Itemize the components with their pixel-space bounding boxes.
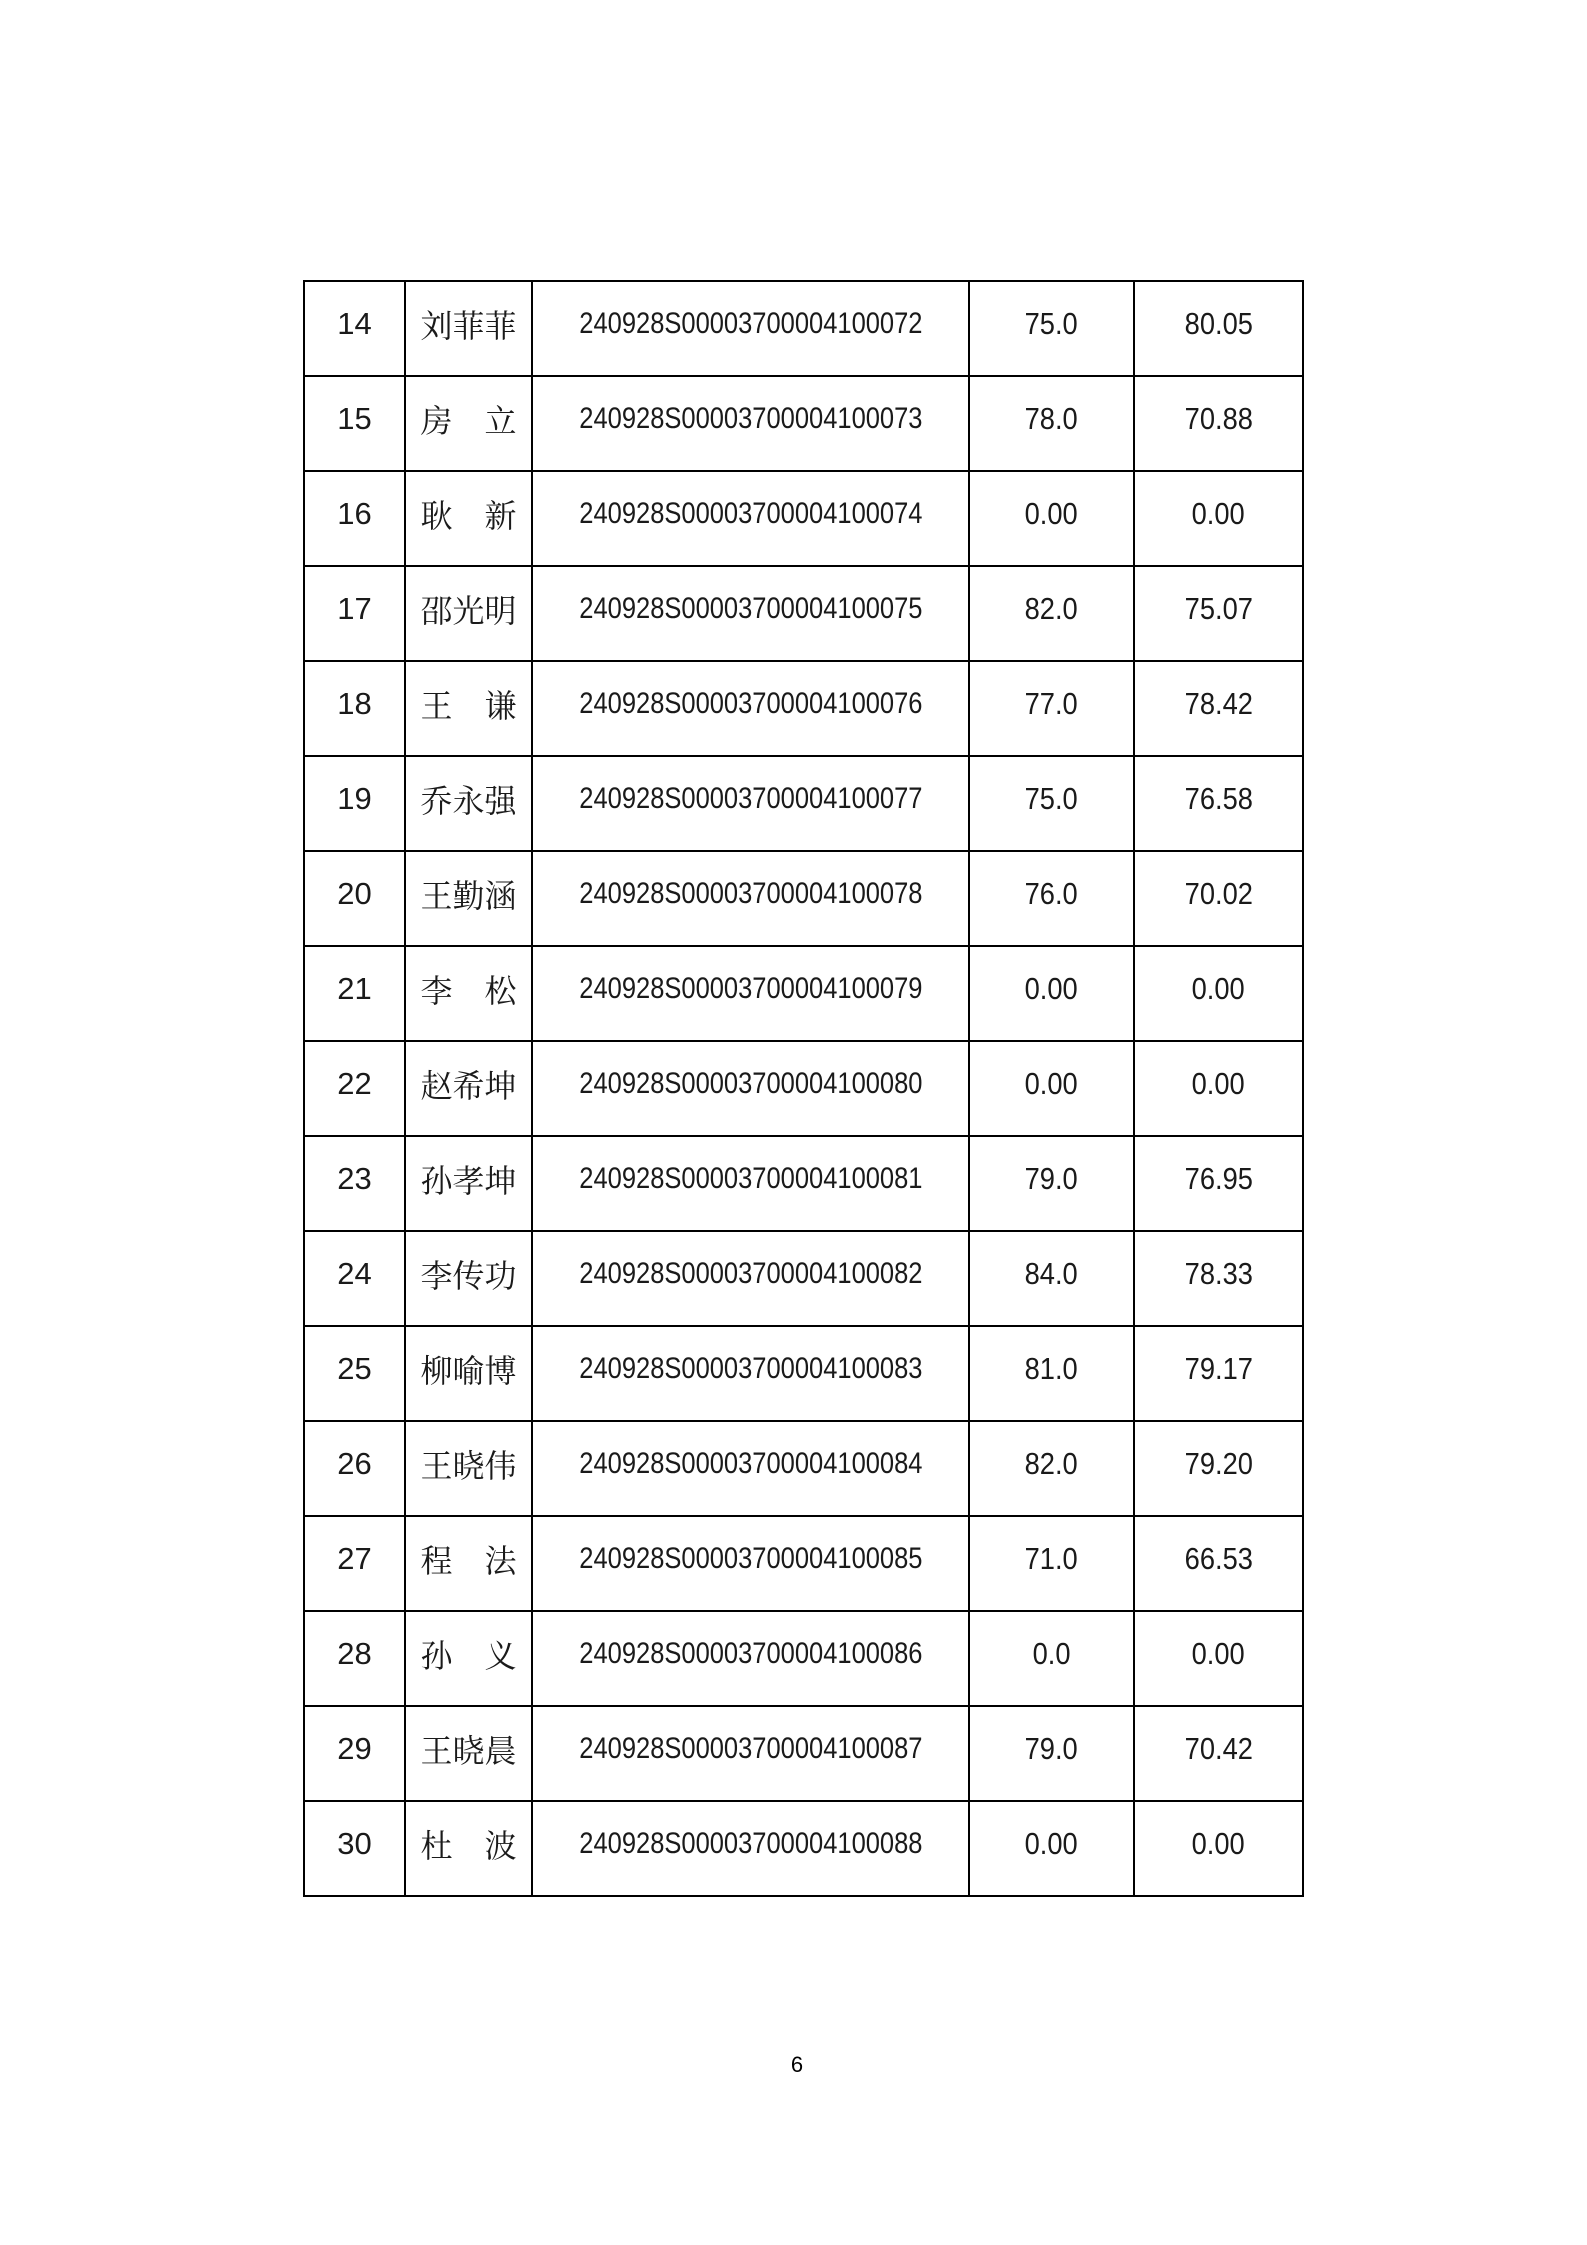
- exam-id-cell: [532, 1611, 969, 1706]
- score2-text: 78.42: [1184, 685, 1253, 721]
- name-cell: [405, 946, 532, 1041]
- candidate-name-text: 耿 新: [420, 497, 517, 534]
- row-index-cell: [304, 1516, 405, 1611]
- exam-id-text: 240928S00003700004100074: [578, 496, 923, 530]
- score2-cell: [1134, 471, 1303, 566]
- score1-cell: [969, 1611, 1134, 1706]
- row-index-cell: [304, 1421, 405, 1516]
- exam-id-text: 240928S00003700004100076: [578, 686, 923, 720]
- exam-id-text: 240928S00003700004100082: [578, 1256, 923, 1290]
- row-index-text: 14: [337, 305, 372, 341]
- row-index-text: 28: [337, 1635, 372, 1671]
- candidate-name-text: 王晓晨: [420, 1732, 517, 1769]
- row-index-cell: [304, 566, 405, 661]
- score1-cell: [969, 1801, 1134, 1896]
- name-cell: [405, 471, 532, 566]
- score2-text: 66.53: [1184, 1540, 1253, 1576]
- score-table-body: [304, 281, 1303, 1896]
- score1-cell: [969, 1041, 1134, 1136]
- row-index-cell: [304, 661, 405, 756]
- score2-text: 0.00: [1191, 970, 1246, 1006]
- exam-id-text: 240928S00003700004100085: [578, 1541, 923, 1575]
- score1-text: 79.0: [1024, 1160, 1079, 1196]
- score2-text: 75.07: [1184, 590, 1253, 626]
- table-row: [304, 566, 1303, 661]
- candidate-name-text: 刘菲菲: [420, 307, 517, 344]
- table-row: [304, 1611, 1303, 1706]
- row-index-text: 17: [337, 590, 372, 626]
- exam-id-cell: [532, 661, 969, 756]
- row-index-text: 27: [337, 1540, 372, 1576]
- candidate-name-text: 王 谦: [420, 687, 517, 724]
- exam-id-cell: [532, 376, 969, 471]
- exam-id-cell: [532, 1801, 969, 1896]
- row-index-cell: [304, 471, 405, 566]
- exam-id-text: 240928S00003700004100084: [578, 1446, 923, 1480]
- name-cell: [405, 1136, 532, 1231]
- table-row: [304, 1136, 1303, 1231]
- score1-text: 77.0: [1024, 685, 1079, 721]
- candidate-name-text: 李 松: [420, 972, 517, 1009]
- row-index-text: 16: [337, 495, 372, 531]
- exam-id-text: 240928S00003700004100073: [578, 401, 923, 435]
- score2-cell: [1134, 1041, 1303, 1136]
- score1-text: 0.00: [1024, 495, 1079, 531]
- score1-text: 71.0: [1024, 1540, 1079, 1576]
- candidate-name-text: 房 立: [420, 402, 517, 439]
- score1-text: 0.00: [1024, 1065, 1079, 1101]
- score1-text: 82.0: [1024, 1445, 1079, 1481]
- score1-cell: [969, 376, 1134, 471]
- score2-cell: [1134, 1801, 1303, 1896]
- name-cell: [405, 1611, 532, 1706]
- exam-id-cell: [532, 566, 969, 661]
- name-cell: [405, 1326, 532, 1421]
- score1-text: 0.0: [1032, 1635, 1071, 1671]
- exam-id-cell: [532, 1706, 969, 1801]
- name-cell: [405, 376, 532, 471]
- row-index-text: 22: [337, 1065, 372, 1101]
- candidate-name-text: 王晓伟: [420, 1447, 517, 1484]
- score2-cell: [1134, 281, 1303, 376]
- score2-cell: [1134, 756, 1303, 851]
- score1-cell: [969, 661, 1134, 756]
- name-cell: [405, 281, 532, 376]
- row-index-text: 29: [337, 1730, 372, 1766]
- score1-text: 0.00: [1024, 1825, 1079, 1861]
- score1-cell: [969, 946, 1134, 1041]
- score2-cell: [1134, 1706, 1303, 1801]
- name-cell: [405, 661, 532, 756]
- row-index-cell: [304, 376, 405, 471]
- score2-cell: [1134, 851, 1303, 946]
- score1-cell: [969, 1421, 1134, 1516]
- candidate-name-text: 乔永强: [420, 782, 517, 819]
- table-row: [304, 1421, 1303, 1516]
- name-cell: [405, 851, 532, 946]
- exam-id-text: 240928S00003700004100087: [578, 1731, 923, 1765]
- score2-cell: [1134, 661, 1303, 756]
- exam-id-text: 240928S00003700004100086: [578, 1636, 923, 1670]
- exam-id-cell: [532, 1421, 969, 1516]
- score2-text: 0.00: [1191, 1065, 1246, 1101]
- score1-text: 82.0: [1024, 590, 1079, 626]
- table-row: [304, 1516, 1303, 1611]
- name-cell: [405, 566, 532, 661]
- table-row: [304, 1231, 1303, 1326]
- name-cell: [405, 1041, 532, 1136]
- score2-cell: [1134, 946, 1303, 1041]
- score2-cell: [1134, 566, 1303, 661]
- row-index-cell: [304, 851, 405, 946]
- score1-text: 84.0: [1024, 1255, 1079, 1291]
- name-cell: [405, 1801, 532, 1896]
- table-row: [304, 1801, 1303, 1896]
- row-index-text: 23: [337, 1160, 372, 1196]
- exam-id-text: 240928S00003700004100078: [578, 876, 923, 910]
- score1-cell: [969, 471, 1134, 566]
- candidate-name-text: 王勤涵: [420, 877, 517, 914]
- exam-id-cell: [532, 946, 969, 1041]
- row-index-text: 24: [337, 1255, 372, 1291]
- score2-text: 70.88: [1184, 400, 1253, 436]
- candidate-name-text: 邵光明: [420, 592, 517, 629]
- row-index-cell: [304, 756, 405, 851]
- row-index-text: 15: [337, 400, 372, 436]
- score2-text: 0.00: [1191, 495, 1246, 531]
- score2-text: 70.02: [1184, 875, 1253, 911]
- row-index-cell: [304, 1326, 405, 1421]
- score1-cell: [969, 1231, 1134, 1326]
- score2-cell: [1134, 1421, 1303, 1516]
- score1-cell: [969, 1326, 1134, 1421]
- row-index-cell: [304, 1801, 405, 1896]
- score2-text: 80.05: [1184, 305, 1253, 341]
- score2-text: 0.00: [1191, 1635, 1246, 1671]
- row-index-cell: [304, 946, 405, 1041]
- score1-cell: [969, 1706, 1134, 1801]
- candidate-name-text: 孙孝坤: [420, 1162, 517, 1199]
- score2-cell: [1134, 1231, 1303, 1326]
- table-row: [304, 661, 1303, 756]
- exam-id-text: 240928S00003700004100083: [578, 1351, 923, 1385]
- exam-id-text: 240928S00003700004100077: [578, 781, 923, 815]
- exam-id-cell: [532, 1516, 969, 1611]
- score2-text: 79.20: [1184, 1445, 1253, 1481]
- row-index-text: 20: [337, 875, 372, 911]
- score1-cell: [969, 1516, 1134, 1611]
- score2-cell: [1134, 1516, 1303, 1611]
- table-row: [304, 851, 1303, 946]
- exam-id-text: 240928S00003700004100080: [578, 1066, 923, 1100]
- exam-id-cell: [532, 1041, 969, 1136]
- candidate-name-text: 柳喻博: [420, 1352, 517, 1389]
- table-row: [304, 281, 1303, 376]
- score2-text: 78.33: [1184, 1255, 1253, 1291]
- name-cell: [405, 1421, 532, 1516]
- exam-id-cell: [532, 851, 969, 946]
- candidate-name-text: 李传功: [420, 1257, 517, 1294]
- score1-text: 76.0: [1024, 875, 1079, 911]
- name-cell: [405, 756, 532, 851]
- exam-id-cell: [532, 1231, 969, 1326]
- row-index-cell: [304, 281, 405, 376]
- score1-text: 0.00: [1024, 970, 1079, 1006]
- score2-cell: [1134, 1136, 1303, 1231]
- exam-id-text: 240928S00003700004100081: [578, 1161, 923, 1195]
- row-index-text: 21: [337, 970, 372, 1006]
- exam-id-text: 240928S00003700004100072: [578, 306, 923, 340]
- table-row: [304, 1041, 1303, 1136]
- row-index-text: 25: [337, 1350, 372, 1386]
- score1-text: 78.0: [1024, 400, 1079, 436]
- score1-cell: [969, 566, 1134, 661]
- name-cell: [405, 1516, 532, 1611]
- row-index-text: 19: [337, 780, 372, 816]
- score2-cell: [1134, 1326, 1303, 1421]
- exam-id-cell: [532, 756, 969, 851]
- name-cell: [405, 1706, 532, 1801]
- row-index-text: 30: [337, 1825, 372, 1861]
- score1-cell: [969, 851, 1134, 946]
- exam-id-cell: [532, 1136, 969, 1231]
- name-cell: [405, 1231, 532, 1326]
- score1-text: 75.0: [1024, 780, 1079, 816]
- row-index-cell: [304, 1136, 405, 1231]
- exam-id-cell: [532, 471, 969, 566]
- score2-text: 70.42: [1184, 1730, 1253, 1766]
- score2-text: 0.00: [1191, 1825, 1246, 1861]
- exam-id-text: 240928S00003700004100075: [578, 591, 923, 625]
- exam-id-text: 240928S00003700004100079: [578, 971, 923, 1005]
- row-index-cell: [304, 1231, 405, 1326]
- exam-id-cell: [532, 281, 969, 376]
- page-number: 6: [790, 2052, 804, 2077]
- candidate-name-text: 孙 义: [420, 1637, 517, 1674]
- table-row: [304, 376, 1303, 471]
- score2-text: 76.95: [1184, 1160, 1253, 1196]
- row-index-cell: [304, 1611, 405, 1706]
- table-row: [304, 471, 1303, 566]
- table-row: [304, 946, 1303, 1041]
- candidate-name-text: 赵希坤: [420, 1067, 517, 1104]
- row-index-cell: [304, 1041, 405, 1136]
- score1-cell: [969, 1136, 1134, 1231]
- score2-cell: [1134, 1611, 1303, 1706]
- score2-text: 79.17: [1184, 1350, 1253, 1386]
- candidate-name-text: 杜 波: [420, 1827, 517, 1864]
- score2-text: 76.58: [1184, 780, 1253, 816]
- row-index-text: 26: [337, 1445, 372, 1481]
- score1-cell: [969, 756, 1134, 851]
- row-index-text: 18: [337, 685, 372, 721]
- score1-text: 81.0: [1024, 1350, 1079, 1386]
- score2-cell: [1134, 376, 1303, 471]
- exam-id-text: 240928S00003700004100088: [578, 1826, 923, 1860]
- score1-text: 75.0: [1024, 305, 1079, 341]
- score1-text: 79.0: [1024, 1730, 1079, 1766]
- table-row: [304, 1326, 1303, 1421]
- exam-id-cell: [532, 1326, 969, 1421]
- row-index-cell: [304, 1706, 405, 1801]
- score-table: [303, 280, 1304, 1897]
- score1-cell: [969, 281, 1134, 376]
- table-row: [304, 756, 1303, 851]
- table-row: [304, 1706, 1303, 1801]
- candidate-name-text: 程 法: [420, 1542, 517, 1579]
